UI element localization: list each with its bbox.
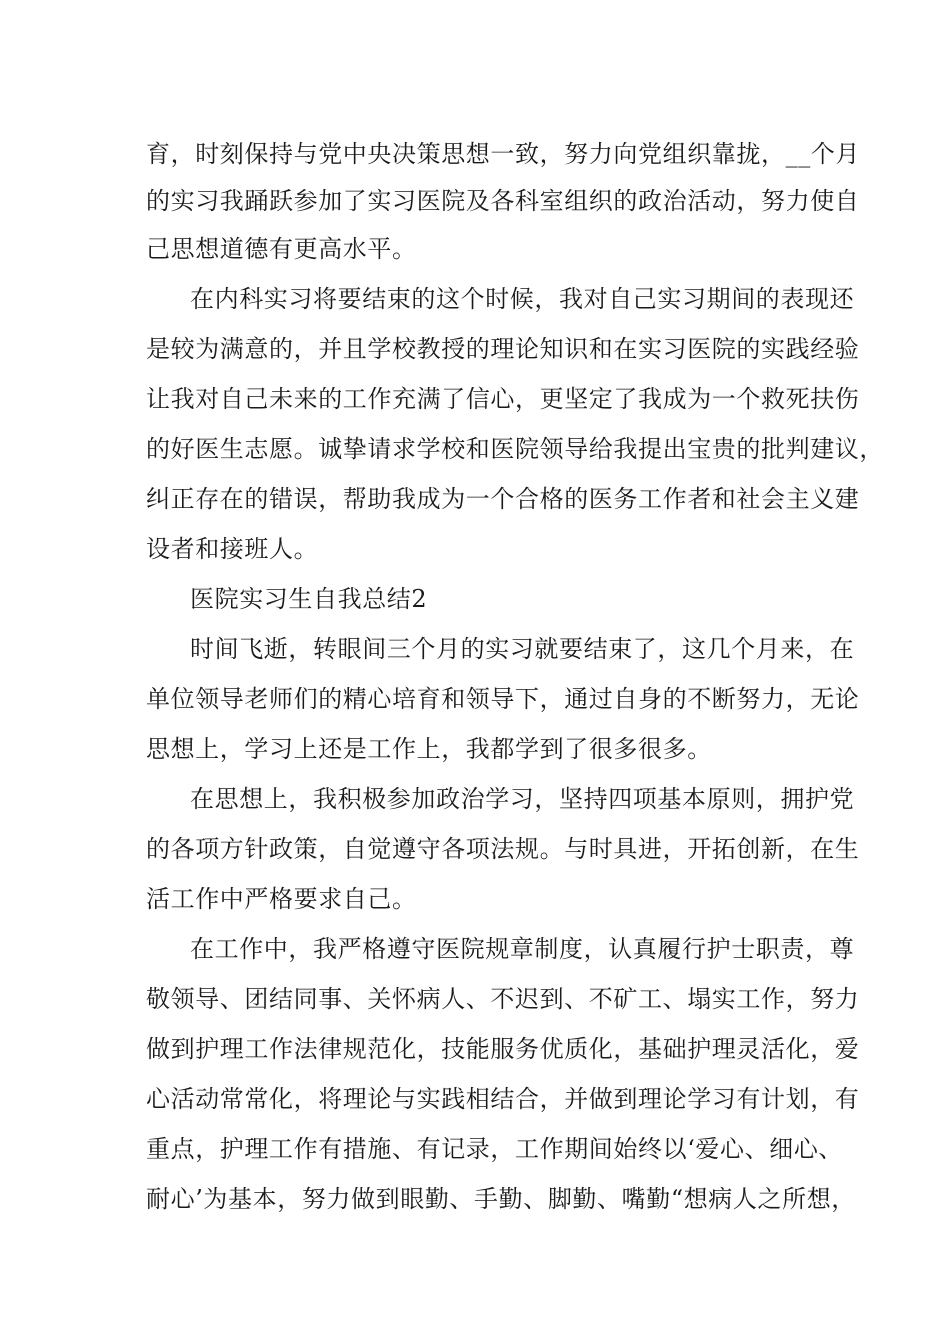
- text-line: 耐心’为基本，努力做到眼勤、手勤、脚勤、嘴勤“想病人之所想，: [146, 1185, 856, 1213]
- section-heading: 医院实习生自我总结2: [190, 585, 428, 613]
- text-line: 的好医生志愿。诚挚请求学校和医院领导给我提出宝贵的批判建议，: [146, 435, 884, 463]
- paragraph-start-line: 在工作中，我严格遵守医院规章制度，认真履行护士职责，尊: [190, 935, 855, 963]
- text-line: 的各项方针政策，自觉遵守各项法规。与时具进，开拓创新，在生: [146, 835, 860, 863]
- paragraph-start-line: 时间飞逝，转眼间三个月的实习就要结束了，这几个月来，在: [190, 635, 855, 663]
- paragraph-start-line: 在思想上，我积极参加政治学习，坚持四项基本原则，拥护党: [190, 785, 855, 813]
- text-line: 重点，护理工作有措施、有记录，工作期间始终以‘爱心、细心、: [146, 1135, 844, 1163]
- text-line: 设者和接班人。: [146, 535, 319, 563]
- text-line: 的实习我踊跃参加了实习医院及各科室组织的政治活动，努力使自: [146, 187, 860, 215]
- text-line: 是较为满意的，并且学校教授的理论知识和在实习医院的实践经验: [146, 335, 860, 363]
- text-line: 单位领导老师们的精心培育和领导下，通过自身的不断努力，无论: [146, 685, 860, 713]
- text-line: 心活动常常化，将理论与实践相结合，并做到理论学习有计划，有: [146, 1085, 860, 1113]
- text-line: 育，时刻保持与党中央决策思想一致，努力向党组织靠拢，__个月: [146, 140, 860, 168]
- text-line: 己思想道德有更高水平。: [146, 235, 417, 263]
- text-line: 敬领导、团结同事、关怀病人、不迟到、不矿工、塌实工作，努力: [146, 985, 860, 1013]
- text-line: 纠正存在的错误，帮助我成为一个合格的医务工作者和社会主义建: [146, 485, 860, 513]
- paragraph-start-line: 在内科实习将要结束的这个时候，我对自己实习期间的表现还: [190, 285, 855, 313]
- text-line: 让我对自己未来的工作充满了信心，更坚定了我成为一个救死扶伤: [146, 385, 860, 413]
- text-line: 活工作中严格要求自己。: [146, 885, 417, 913]
- text-line: 思想上，学习上还是工作上，我都学到了很多很多。: [146, 735, 712, 763]
- text-line: 做到护理工作法律规范化，技能服务优质化，基础护理灵活化，爱: [146, 1035, 860, 1063]
